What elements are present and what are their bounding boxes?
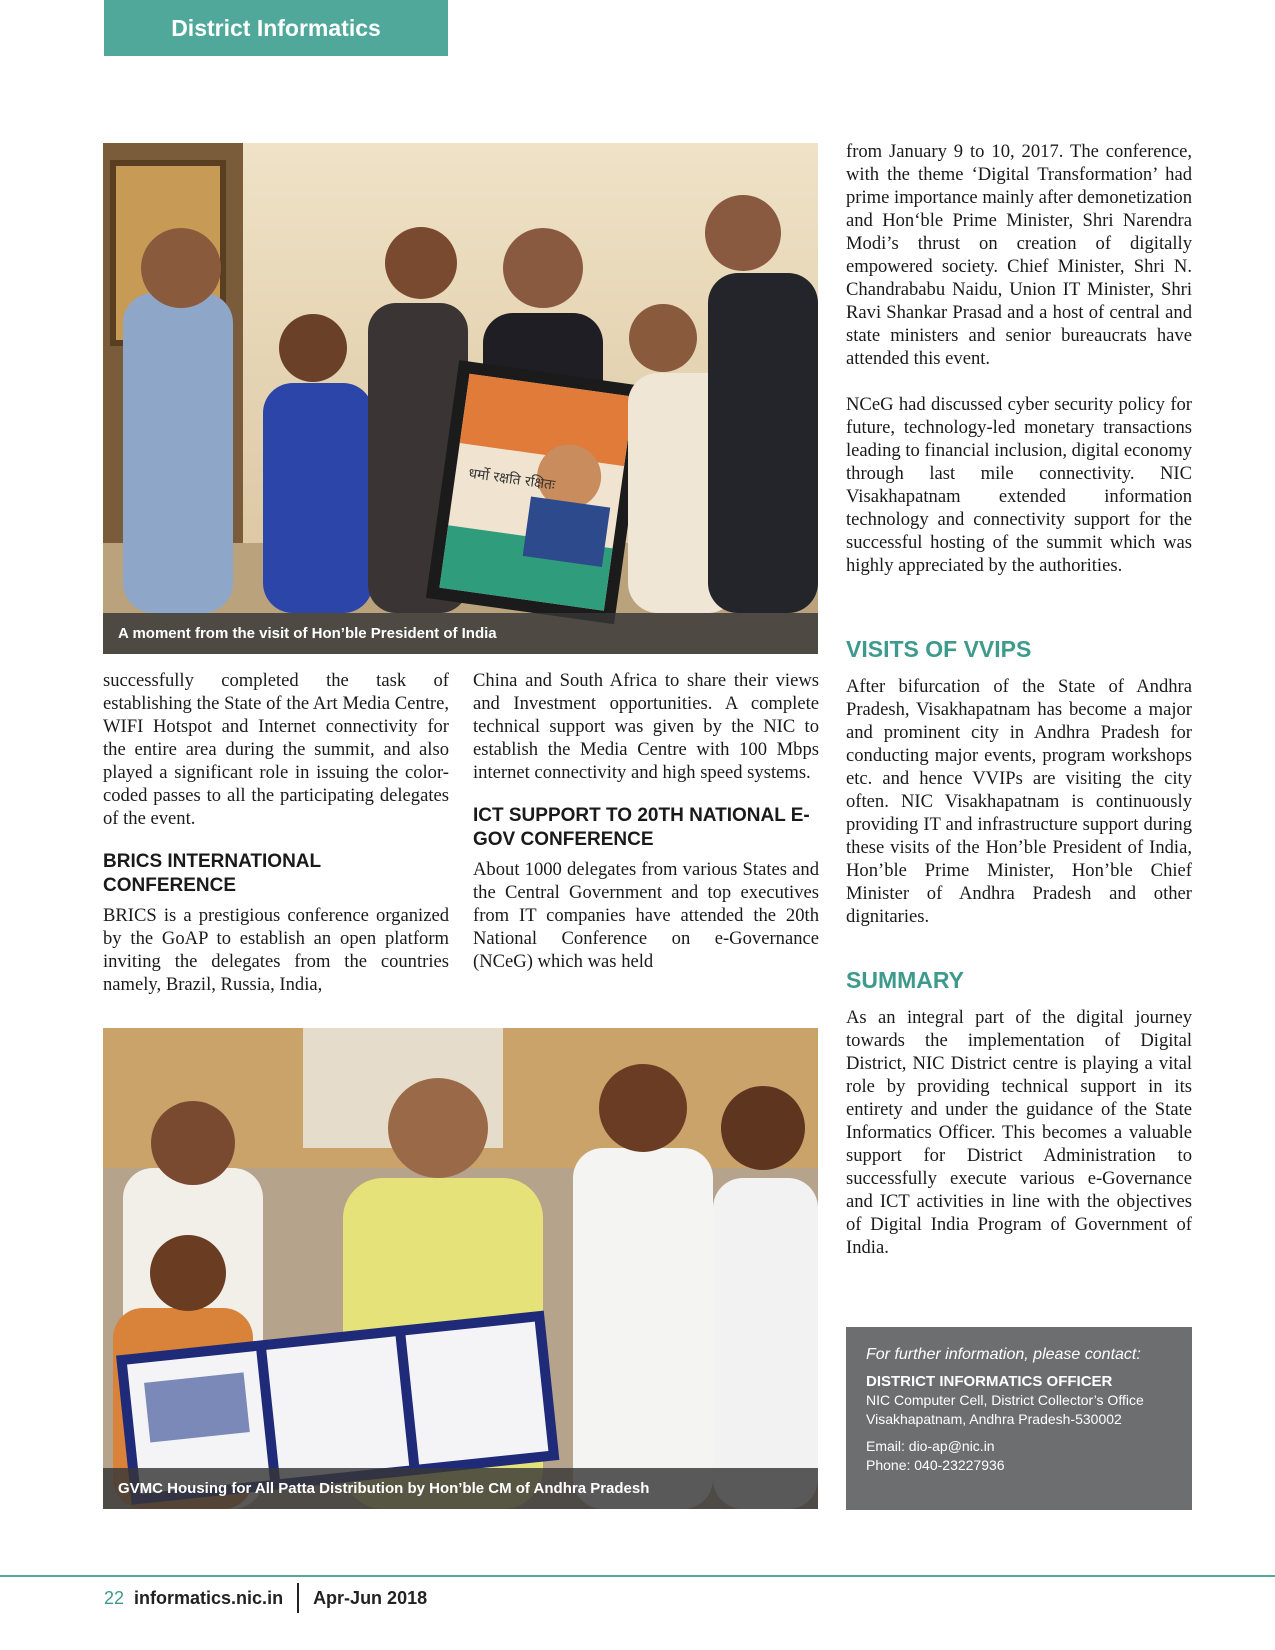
col3-paragraph-1: from January 9 to 10, 2017. The conference, with the theme ‘Digital Transformation’ had prime importance mainly after demonetization and Hon‘ble Prime Minister, Shri Narendra Modi’s thrust on creation of digitally empowered society. Chief Minister, Shri N. Chandrababu Naidu, Union IT Minister, Shri Ravi Shankar Prasad and a host of central and state ministers and senior bureaucrats have attended this event. xyxy=(846,141,1192,369)
vvips-heading: VISITS OF VVIPS xyxy=(846,636,1032,662)
footer-rule xyxy=(0,1575,1275,1577)
col1-paragraph-1: successfully completed the task of establishing the State of the Art Media Centre, WIFI Hotspot and Internet connectivity for the entire area during the summit, and also played a significant role in issuing the color-coded passes to all the participating delegates of the event. xyxy=(103,670,449,829)
col3-paragraph-2: NCeG had discussed cyber security policy for future, technology-led monetary transactions leading to financial inclusion, digital economy through last mile connectivity. NIC Visakhapatnam extended information technology and connectivity support for the successful hosting of the summit which was highly appreciated by the authorities. xyxy=(846,394,1192,576)
ict-heading: ICT SUPPORT TO 20TH NATIONAL E-GOV CONFERENCE xyxy=(473,805,810,850)
footer xyxy=(104,1583,427,1613)
bottom-photo-illustration xyxy=(103,1028,818,1509)
footer-site[interactable]: informatics.nic.in xyxy=(134,1587,284,1608)
page-number: 22 xyxy=(104,1587,125,1608)
top-photo-illustration xyxy=(103,143,818,654)
footer-divider xyxy=(297,1583,299,1613)
contact-email[interactable]: Email: dio-ap@nic.in xyxy=(866,1438,995,1454)
painting-inscription: धर्मो रक्षति रक्षितः xyxy=(467,465,556,494)
contact-address-line-1: NIC Computer Cell, District Collector’s Office xyxy=(866,1392,1144,1408)
col3-paragraph-3: After bifurcation of the State of Andhra Pradesh, Visakhapatnam has become a major and prominent city in Andhra Pradesh for conducting major events, program workshops etc. and hence VVIPs are visiting the city often. NIC Visakhapatnam is continuously providing IT and infrastructure support during these visits of the Hon’ble President of India, Hon’ble Prime Minister, Hon’ble Chief Minister of Andhra Pradesh and other dignitaries. xyxy=(846,676,1192,927)
footer-issue: Apr-Jun 2018 xyxy=(313,1587,428,1608)
contact-lead: For further information, please contact: xyxy=(866,1346,1141,1363)
col1-paragraph-2: BRICS is a prestigious conference organized by the GoAP to establish an open platform inviting the delegates from the countries namely, Brazil, Russia, India, xyxy=(103,905,449,995)
top-photo xyxy=(103,143,818,654)
contact-officer: DISTRICT INFORMATICS OFFICER xyxy=(866,1373,1113,1390)
brics-heading: BRICS INTERNATIONAL CONFERENCE xyxy=(103,851,321,896)
top-photo-caption: A moment from the visit of Hon’ble President of India xyxy=(103,613,818,654)
contact-box xyxy=(846,1327,1192,1510)
contact-phone: Phone: 040-23227936 xyxy=(866,1457,1005,1473)
col3-paragraph-4: As an integral part of the digital journey towards the implementation of Digital District, NIC District centre is playing a vital role by providing technical support in its entirety and under the guidance of the State Informatics Officer. This becomes a valuable support for District Administration to successfully execute various e-Governance and ICT activities in line with the objectives of Digital India Program of Government of India. xyxy=(846,1007,1192,1258)
column-1 xyxy=(103,669,449,996)
col2-paragraph-1: China and South Africa to share their views and Investment opportunities. A complete technical support was given by the NIC to establish the Media Centre with 100 Mbps internet connectivity and high speed systems. xyxy=(473,670,819,783)
column-3-summary xyxy=(846,1006,1192,1259)
bottom-photo-caption: GVMC Housing for All Patta Distribution by Hon’ble CM of Andhra Pradesh xyxy=(103,1468,818,1509)
col2-paragraph-2: About 1000 delegates from various States and the Central Government and top executives from IT companies have attended the 20th National Conference on e-Governance (NCeG) which was held xyxy=(473,859,819,972)
column-3 xyxy=(846,140,1192,577)
summary-heading: SUMMARY xyxy=(846,967,964,993)
section-title: District Informatics xyxy=(171,14,381,41)
bottom-photo xyxy=(103,1028,818,1509)
contact-address-line-2: Visakhapatnam, Andhra Pradesh-530002 xyxy=(866,1411,1122,1427)
column-2 xyxy=(473,669,819,973)
column-3-vvips xyxy=(846,675,1192,928)
section-tab xyxy=(104,0,448,56)
